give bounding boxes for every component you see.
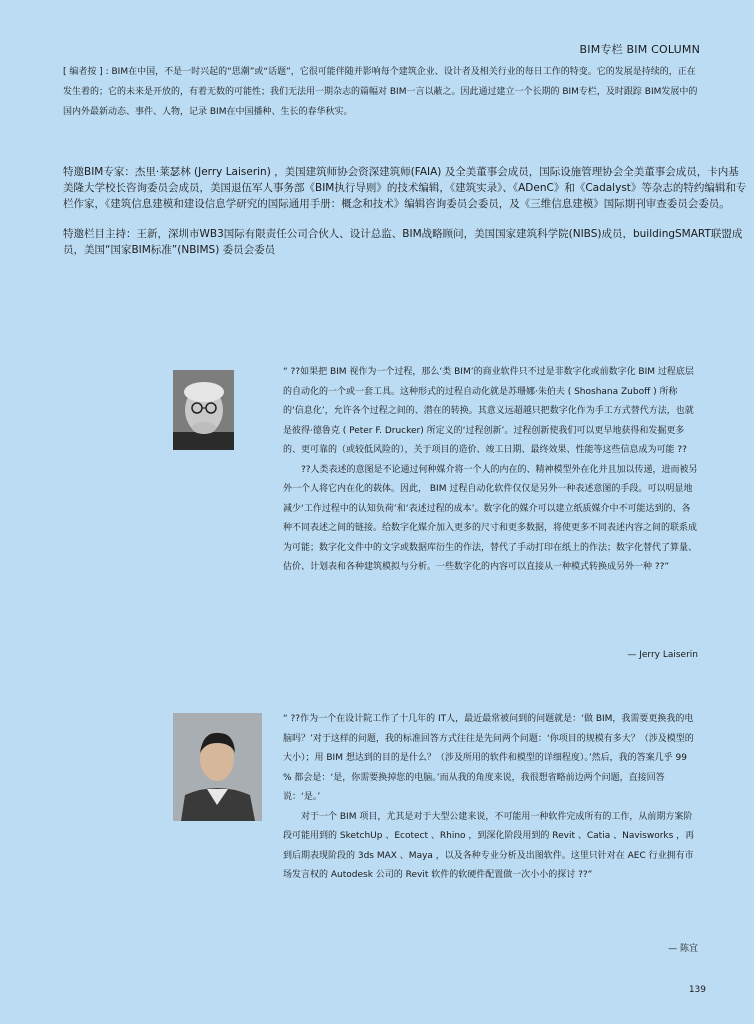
quote-laiserin bbox=[283, 363, 698, 578]
page-number: 139 bbox=[688, 985, 706, 995]
quote-paragraph: “ ??作为一个在设计院工作了十几年的 IT人，最近最常被问到的问题就是：‘做 BIM，我需要更换我的电脑吗？’对于这样的问题，我的标准回答方式往往是先问两个问题：‘你项目的规模有多大？（涉及模型的大小）；用 BIM 想达到的目的是什么？（涉及所用的软件和模型的详细程度）。’然后，我的答案几乎 99 % 都会是：‘是，你需要换掉您的电脑。’而从我的角度来说，我很想省略前边两个问题，直接回答说：‘是。’ bbox=[283, 714, 694, 802]
host-profile: 特邀栏目主持：王新，深圳市WB3国际有限责任公司合伙人、设计总监、BIM战略顾问，美国国家建筑科学院(NIBS)成员，buildingSMART联盟成员，美国“国家BIM标准”(NBIMS) 委员会委员 bbox=[63, 228, 743, 256]
signature-chen-yi: — 陈宜 bbox=[668, 944, 698, 954]
quote-chen-yi bbox=[283, 710, 698, 886]
portrait-image bbox=[173, 713, 262, 821]
signature-laiserin: — Jerry Laiserin bbox=[627, 650, 698, 660]
quote-paragraph: 对于一个 BIM 项目，尤其是对于大型公建来说，不可能用一种软件完成所有的工作，从前期方案阶段可能用到的 SketchUp 、Ecotect 、Rhino ，到深化阶段用到的 Revit 、Catia 、Navisworks ，再到后期表现阶段的 3ds MAX 、Maya ，以及各种专业分析及出图软件。这里只针对在 AEC 行业拥有市场发言权的 Autodesk 公司的 Revit 软件的软硬件配置做一次小小的探讨 ??” bbox=[283, 811, 695, 880]
portrait-chen-yi bbox=[173, 713, 262, 821]
column-header: BIM专栏 BIM COLUMN bbox=[579, 43, 700, 56]
portrait-jerry-laiserin bbox=[173, 370, 234, 450]
expert-profile: 特邀BIM专家：杰里·莱瑟林 (Jerry Laiserin) ，美国建筑师协会资深建筑师(FAIA) 及全美董事会成员，国际设施管理协会全美董事会成员，卡内基美隆大学校长咨询委员会成员，美国退伍军人事务部《BIM执行导则》的技术编辑，《建筑实录》、《ADenC》和《Cadalyst》等杂志的特约编辑和专栏作家，《建筑信息建模和建设信息学研究的国际通用手册：概念和技术》编辑咨询委员会委员，及《三维信息建模》国际期刊审查委员会委员。 bbox=[63, 166, 747, 210]
portrait-image bbox=[173, 370, 234, 450]
quote-paragraph: “ ??如果把 BIM 视作为一个过程，那么‘类 BIM’的商业软件只不过是非数字化或前数字化 BIM 过程底层的自动化的一个或一套工具。这种形式的过程自动化就是苏珊娜·朱伯夫 ( Shoshana Zuboff ) 所称的‘信息化’，允许各个过程之间的、潜在的转换。其意义远超越只把数字化作为手工方式替代方法，也就是彼得·德鲁克 ( Peter F. Drucker) 所定义的‘过程创新’。过程创新使我们可以更早地获得和发掘更多的、更可靠的（或较低风险的），关于项目的造价、竣工日期、最终效果、性能等这些信息成为可能 ?? bbox=[283, 367, 694, 455]
profiles-section bbox=[63, 164, 747, 272]
editor-note: [ 编者按 ] : BIM在中国，不是一时兴起的“思潮”或“话题”，它很可能伴随并影响每个建筑企业、设计者及相关行业的每日工作的特变。它的发展是持续的，正在发生着的；它的未来是开放的，有着无数的可能性；我们无法用一期杂志的篇幅对 BIM一言以蔽之。因此通过建立一个长期的 BIM专栏，及时跟踪 BIM发展中的国内外最新动态、事件、人物，记录 BIM在中国播种、生长的春华秋实。 bbox=[63, 67, 698, 117]
quote-paragraph: ??人类表述的意图是不论通过何种媒介将一个人的内在的、精神模型外在化并且加以传递，进而被另外一个人将它内在化的载体。因此， BIM 过程自动化软件仅仅是另外一种表述意图的手段。可以明显地减少‘工作过程中的认知负荷’和‘表述过程的成本’。数字化的媒介可以建立纸质媒介中不可能达到的、各种不同表述之间的链接。给数字化媒介加入更多的尺寸和更多数据，将使更多不同表述内容之间的联系成为可能；数字化文件中的文字或数据库衍生的作法，替代了手动打印在纸上的作法；数字化替代了算量、估价、计划表和各种建筑模拟与分析。一些数字化的内容可以直接从一种模式转换成另外一种 ??” bbox=[283, 464, 698, 572]
